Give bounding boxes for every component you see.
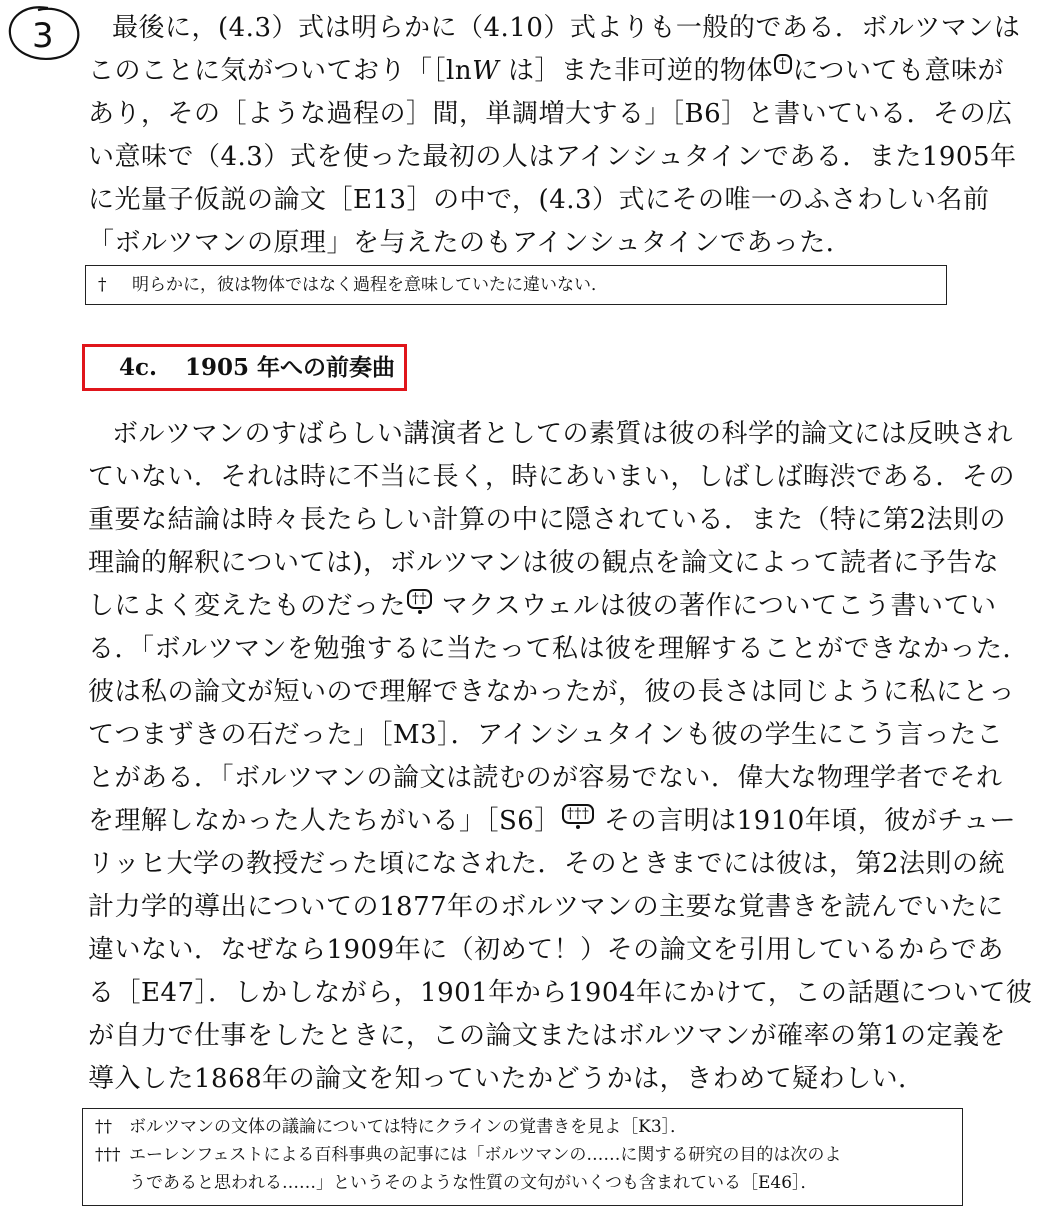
text-line: ていない．それは時に不当に長く，時にあいまい，しばしば晦渋である．その — [88, 462, 1015, 492]
footnote-marker-double-dagger[interactable]: †† — [407, 589, 432, 609]
footnote-box-1 — [85, 265, 947, 305]
text-line: このことに気がついており「［lnW は］また非可逆的物体 † についても意味が — [88, 56, 1005, 86]
handwritten-circled-number — [4, 2, 84, 64]
section-number: 4c. — [119, 354, 158, 381]
paragraph-2 — [88, 413, 1033, 1101]
footnote-box-2 — [82, 1108, 963, 1206]
footnote-text: エーレンフェストによる百科事典の記事には「ボルツマンの……に関する研究の目的は次のよ — [129, 1145, 842, 1165]
section-title: 1905 年への前奏曲 — [185, 354, 396, 381]
text-line: ボルツマンのすばらしい講演者としての素質は彼の科学的論文には反映され — [112, 419, 1014, 449]
section-heading — [82, 344, 407, 391]
text-line: 理論的解釈については)，ボルツマンは彼の観点を論文によって読者に予告な — [88, 548, 1000, 578]
text-line: しによく変えたものだった †† マクスウェルは彼の著作についてこう書いてい — [88, 591, 997, 621]
footnote-symbol: †† — [95, 1117, 112, 1137]
footnote-symbol: ††† — [95, 1145, 121, 1165]
footnote-symbol: † — [98, 275, 107, 295]
text-line: 最後に，(4.3）式は明らかに（4.10）式よりも一般的である．ボルツマンは — [112, 13, 1021, 43]
text-line: る［E47］．しかしながら，1901年から1904年にかけて，この話題について彼 — [88, 978, 1033, 1008]
text-line: 計力学的導出についての1877年のボルツマンの主要な覚書きを読んでいたに — [88, 892, 1004, 922]
text-line: 「ボルツマンの原理」を与えたのもアインシュタインであった． — [88, 228, 853, 258]
text-line: リッヒ大学の教授だった頃になされた．そのときまでには彼は，第2法則の統 — [88, 849, 1006, 879]
text-line: てつまずきの石だった」［M3］．アインシュタインも彼の学生にこう言ったこ — [88, 720, 1004, 750]
footnote-marker-triple-dagger[interactable]: ††† — [562, 804, 595, 824]
footnote-text: 明らかに，彼は物体ではなく過程を意味していたに違いない． — [132, 275, 608, 295]
text-line: を理解しなかった人たちがいる」［S6］ ††† その言明は1910年頃，彼がチュー — [88, 806, 1017, 836]
text-line: に光量子仮説の論文［E13］の中で，(4.3）式にその唯一のふさわしい名前 — [88, 185, 990, 215]
text-line: あり，その［ような過程の］間，単調増大する」［B6］と書いている．その広 — [88, 99, 1013, 129]
text-line: る．「ボルツマンを勉強するに当たって私は彼を理解することができなかった． — [88, 634, 1030, 664]
text-line: い意味で（4.3）式を使った最初の人はアインシュタインである．また1905年 — [88, 142, 1017, 172]
marker-label: 3 — [32, 16, 54, 56]
text-line: 違いない．なぜなら1909年に（初めて！）その論文を引用しているからであ — [88, 935, 1004, 965]
footnote-text-continued: うであると思われる……」というそのような性質の文句がいくつも含まれている［E46］． — [129, 1173, 818, 1193]
text-line: 重要な結論は時々長たらしい計算の中に隠されている．また（特に第2法則の — [88, 505, 1007, 535]
text-line: 彼は私の論文が短いので理解できなかったが，彼の長さは同じように私にとっ — [88, 677, 1015, 707]
footnote-marker-dagger[interactable]: † — [774, 54, 792, 74]
text-line: が自力で仕事をしたときに，この論文またはボルツマンが確率の第1の定義を — [88, 1021, 1007, 1051]
text-line: 導入した1868年の論文を知っていたかどうかは，きわめて疑わしい． — [88, 1064, 925, 1094]
footnote-text: ボルツマンの文体の議論については特にクラインの覚書きを見よ［K3］． — [129, 1117, 688, 1137]
paragraph-1 — [88, 7, 1021, 265]
text-line: とがある．「ボルツマンの論文は読むのが容易でない．偉大な物理学者でそれ — [88, 763, 1003, 793]
